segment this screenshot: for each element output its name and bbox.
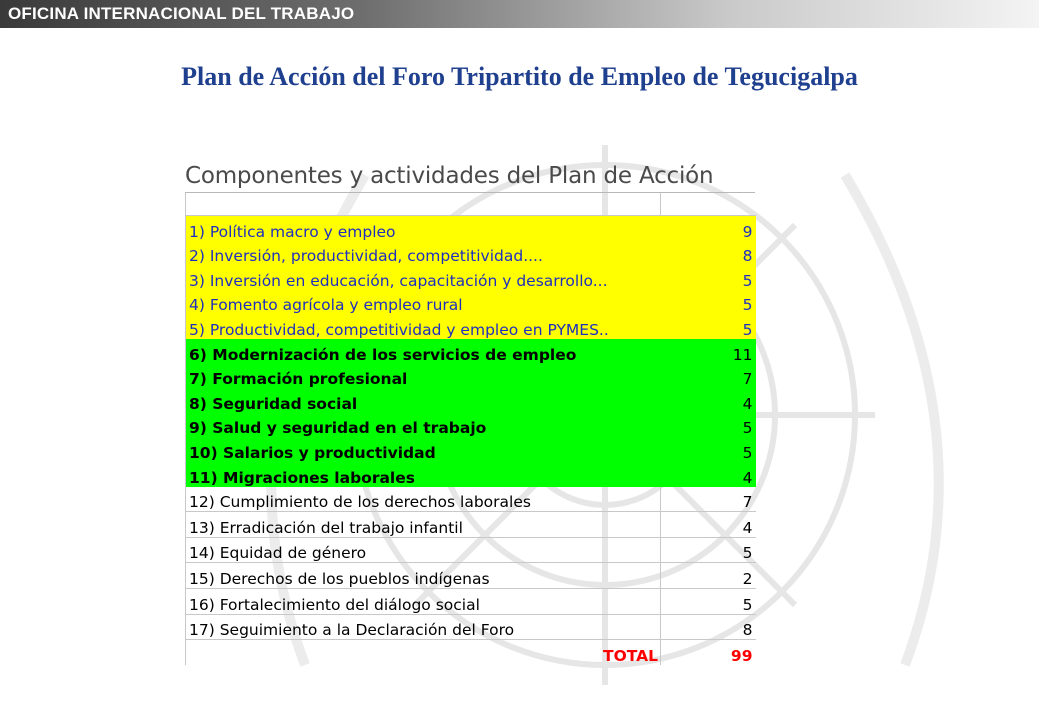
table-row: [186, 314, 756, 339]
activity-count: 5: [661, 588, 756, 614]
activity-label: 7) Formación profesional: [186, 364, 661, 389]
activity-label: 15) Derechos de los pueblos indígenas: [186, 563, 661, 589]
table-row: [186, 487, 756, 512]
activity-count: 5: [661, 437, 756, 462]
activity-count: 8: [661, 241, 756, 266]
activity-label: 2) Inversión, productividad, competitividad....: [186, 241, 661, 266]
activity-label: 14) Equidad de género: [186, 537, 661, 563]
activity-label: 16) Fortalecimiento del diálogo social: [186, 588, 661, 614]
page-title: Plan de Acción del Foro Tripartito de Empleo de Tegucigalpa: [181, 62, 858, 91]
table-row: [186, 563, 756, 589]
activity-label: 6) Modernización de los servicios de empleo: [186, 339, 661, 364]
table-row: [186, 588, 756, 614]
activity-count: 5: [661, 413, 756, 438]
total-row: [186, 640, 756, 665]
activity-label: 17) Seguimiento a la Declaración del Foro: [186, 614, 661, 640]
activity-label: 13) Erradicación del trabajo infantil: [186, 512, 661, 538]
total-value: 99: [661, 640, 756, 665]
table-row: [186, 216, 756, 241]
activity-label: 11) Migraciones laborales: [186, 462, 661, 487]
header-bar: [0, 0, 1039, 28]
activity-label: 5) Productividad, competitividad y empleo en PYMES..: [186, 314, 661, 339]
activity-count: 9: [661, 216, 756, 241]
activity-count: 5: [661, 290, 756, 315]
table-row: [186, 388, 756, 413]
activity-count: 4: [661, 462, 756, 487]
activity-count: 7: [661, 364, 756, 389]
table-row: [186, 437, 756, 462]
table-row: [186, 413, 756, 438]
activity-count: 5: [661, 314, 756, 339]
activity-label: 3) Inversión en educación, capacitación y desarrollo...: [186, 265, 661, 290]
activity-label: 9) Salud y seguridad en el trabajo: [186, 413, 661, 438]
total-label: TOTAL: [186, 640, 661, 665]
activity-count: 4: [661, 388, 756, 413]
spacer-row: [186, 193, 756, 216]
activity-label: 10) Salarios y productividad: [186, 437, 661, 462]
table-row: [186, 462, 756, 487]
activity-count: 8: [661, 614, 756, 640]
table-heading: Componentes y actividades del Plan de Acción: [185, 160, 755, 193]
activity-count: 7: [661, 487, 756, 512]
table-row: [186, 241, 756, 266]
table-row: [186, 290, 756, 315]
activity-label: 8) Seguridad social: [186, 388, 661, 413]
table-row: [186, 512, 756, 538]
activity-count: 11: [661, 339, 756, 364]
table-row: [186, 614, 756, 640]
activity-count: 2: [661, 563, 756, 589]
activities-table: [185, 193, 756, 665]
table-row: [186, 339, 756, 364]
activity-count: 5: [661, 537, 756, 563]
activity-count: 4: [661, 512, 756, 538]
org-name: OFICINA INTERNACIONAL DEL TRABAJO: [8, 4, 355, 23]
plan-table: [185, 160, 755, 665]
activity-count: 5: [661, 265, 756, 290]
activity-label: 12) Cumplimiento de los derechos laborales: [186, 487, 661, 512]
table-row: [186, 537, 756, 563]
activity-label: 4) Fomento agrícola y empleo rural: [186, 290, 661, 315]
activity-label: 1) Política macro y empleo: [186, 216, 661, 241]
table-row: [186, 364, 756, 389]
table-row: [186, 265, 756, 290]
